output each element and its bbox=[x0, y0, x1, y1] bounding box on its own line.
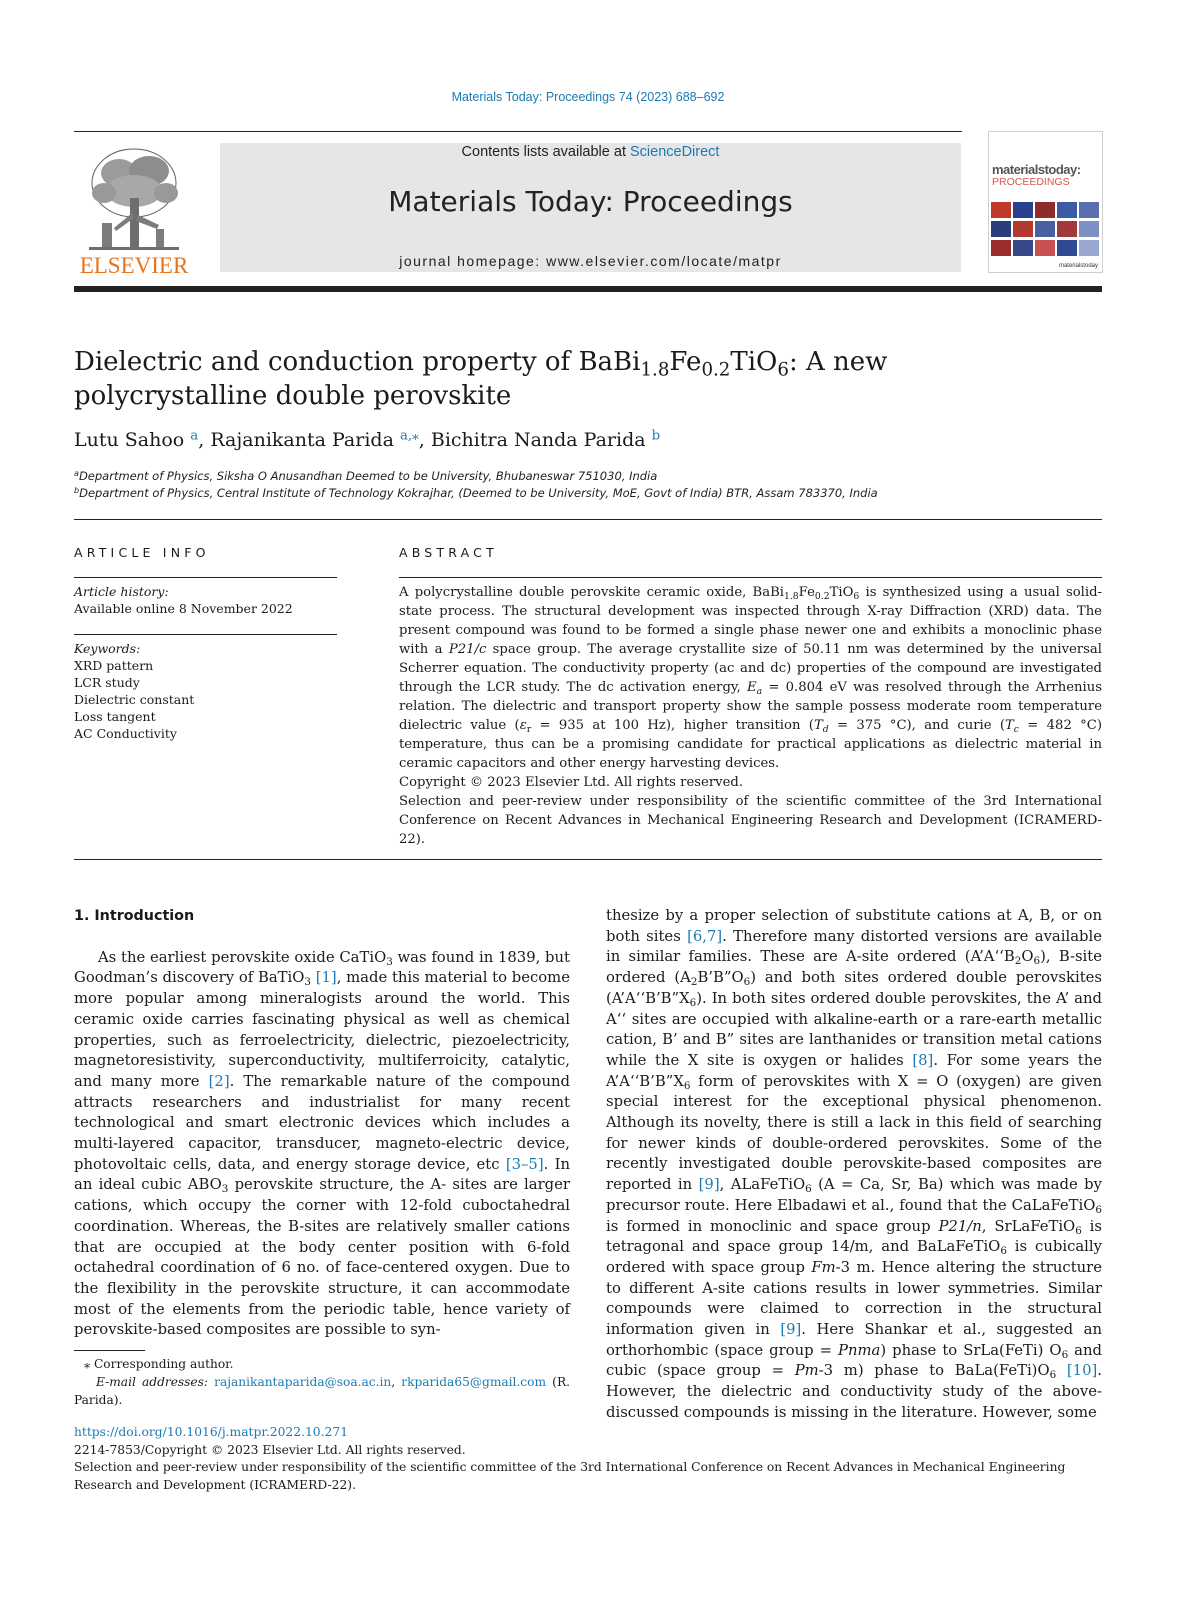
cover-mosaic-image bbox=[991, 202, 1101, 260]
keyword: XRD pattern bbox=[74, 658, 154, 673]
journal-reference[interactable]: Materials Today: Proceedings 74 (2023) 688–692 bbox=[451, 90, 725, 104]
corresponding-author-note: ⁎ Corresponding author. bbox=[84, 1357, 234, 1371]
header-top-rule bbox=[74, 131, 962, 132]
keyword: LCR study bbox=[74, 675, 140, 690]
affiliation-a: $^a$Department of Physics, Siksha O Anusandhan Deemed to be University, Bhubaneswar 751030, India bbox=[74, 468, 658, 483]
contents-prefix: Contents lists available at bbox=[461, 144, 630, 160]
header-thick-rule bbox=[74, 286, 1102, 292]
cover-footer: materialstoday bbox=[1058, 263, 1098, 269]
journal-homepage[interactable]: journal homepage: www.elsevier.com/locate/matpr bbox=[399, 253, 782, 269]
citation-link[interactable]: [9] bbox=[780, 1321, 802, 1339]
abstract-heading: ABSTRACT bbox=[399, 545, 498, 560]
article-title: Dielectric and conduction property of $BaBi_{1.8}Fe_{0.2}TiO_6$: A new polycrystalline double perovskite bbox=[74, 347, 888, 411]
abstract-body: A polycrystalline double perovskite ceramic oxide, $BaBi_{1.8}Fe_{0.2}TiO_6$ is synthesized using a usual solid-state process. The structural development was inspected through X-ray Diffraction (XRD) data. The present compound was found to be formed a single phase newer one and exhibits a monoclinic phase with a P21/c space group. The average crystallite size of 50.11 nm was determined by the universal Scherrer equation. The conductivity property (ac and dc) properties of the compound are investigated through the LCR study. The dc activation energy, $E_a = 0.804$ eV was resolved through the Arrhenius relation. The dielectric and transport property show the sample possess moderate room temperature dielectric value ($\varepsilon_r = 935$ at 100 Hz), higher transition ($T_d = 375$ °C), and curie ($T_c = 482$ °C) temperature, thus can be a promising candidate for practical applications as dielectric material in ceramic capacitors and other energy harvesting devices. bbox=[399, 585, 1103, 771]
intro-paragraph: thesize by a proper selection of substitute cations at A, B, or on both sites [6,7]. Therefore many distorted versions are available in similar families. These are A-site ordered $(A’A‘‘B_2O_6)$, B-site ordered $(A_2B’B”O_6)$ and both sites ordered double perovskites $(A’A‘‘B’B”X_6)$. In both sites ordered double perovskites, the A’ and A‘‘ sites are occupied with alkaline-earth or a rare-earth metallic cation, B’ and B” sites are lanthanides or transition metal cations while the X site is oxygen or halides [8]. For some years the $A’A‘‘B’B”X_6$ form of perovskites with X = O (oxygen) are given special interest for the exceptional physical phenomenon. Although its novelty, there is still a lack in this field of searching for newer kinds of double-ordered perovskites. Some of the recently investigated double perovskite-based composites are reported in [9], ALaFeTiO$_6$ (A = Ca, Sr, Ba) which was made by precursor route. Here Elbadawi et al., found that the CaLaFeTiO$_6$ is formed in monoclinic and space group P21/n, SrLaFeTiO$_6$ is tetragonal and space group 14/m, and BaLaFeTiO$_6$ is cubically ordered with space group Fm-3 m. Hence altering the structure to different A-site cations results in lower symmetries. Similar compounds were claimed to correction in the structural information given in [9]. Here Shankar et al., suggested an orthorhombic (space group = Pnma) phase to SrLa(FeTi) $O_6$ and cubic (space group = Pm-3 m) phase to $BaLa(FeTi)O_6$ [10]. However, the dielectric and conductivity study of the above-discussed compounds is missing in the literature. However, some bbox=[606, 907, 1103, 1421]
footnote bbox=[74, 1355, 570, 1409]
footnote-rule bbox=[74, 1350, 145, 1351]
author-name: Lutu Sahoo bbox=[74, 429, 185, 451]
affiliation-b: $^b$Department of Physics, Central Institute of Technology Kokrajhar, (Deemed to be University, MoE, Govt of India) BTR, Assam 783370, India bbox=[74, 485, 878, 500]
keywords-label: Keywords: bbox=[74, 641, 141, 656]
citation-link[interactable]: [6,7] bbox=[687, 927, 723, 945]
keywords-list bbox=[74, 657, 194, 742]
abstract-rule bbox=[399, 577, 1102, 578]
citation-link[interactable]: [9] bbox=[698, 1176, 720, 1194]
keyword: Loss tangent bbox=[74, 709, 156, 724]
cover-subtitle: PROCEEDINGS bbox=[992, 176, 1070, 188]
email-link[interactable]: rajanikantaparida@soa.ac.in bbox=[214, 1375, 392, 1389]
body-column-left bbox=[74, 906, 570, 1341]
citation-link[interactable]: [1] bbox=[315, 969, 337, 987]
keyword: AC Conductivity bbox=[74, 726, 177, 741]
affiliation-marker[interactable]: a bbox=[190, 428, 199, 444]
doi-link[interactable]: https://doi.org/10.1016/j.matpr.2022.10.271 bbox=[74, 1425, 349, 1439]
abstract-text bbox=[399, 583, 1102, 849]
page-footer bbox=[74, 1424, 1104, 1494]
citation-link[interactable]: [3–5] bbox=[505, 1155, 544, 1173]
contents-line bbox=[220, 144, 961, 160]
email-note: E-mail addresses: rajanikantaparida@soa.ac.in, rkparida65@gmail.com (R. Parida). bbox=[74, 1375, 570, 1407]
citation-link[interactable]: [2] bbox=[208, 1072, 230, 1090]
abstract-selection: Selection and peer-review under responsibility of the scientific committee of the 3rd International Conference on Recent Advances in Mechanical Engineering Research and Development (ICRAMERD-22). bbox=[399, 794, 1102, 847]
keywords-rule bbox=[74, 634, 337, 635]
section-rule bbox=[74, 519, 1102, 520]
history-value: Available online 8 November 2022 bbox=[74, 601, 293, 616]
citation-link[interactable]: [10] bbox=[1066, 1362, 1098, 1380]
history-label: Article history: bbox=[74, 584, 169, 599]
author-list: Lutu Sahoo $^a$, Rajanikanta Parida $^{a,⁎}$, Bichitra Nanda Parida $^b$ bbox=[74, 428, 661, 451]
issn-copyright: 2214-7853/Copyright © 2023 Elsevier Ltd. All rights reserved. bbox=[74, 1442, 466, 1457]
footer-selection: Selection and peer-review under responsibility of the scientific committee of the 3rd International Conference on Recent Advances in Mechanical Engineering Research and Development (ICRAMERD-22). bbox=[74, 1460, 1066, 1492]
abstract-copyright: Copyright © 2023 Elsevier Ltd. All rights reserved. bbox=[399, 775, 744, 790]
keyword: Dielectric constant bbox=[74, 692, 195, 707]
journal-cover-image bbox=[988, 131, 1103, 273]
journal-header-box bbox=[220, 143, 961, 272]
sciencedirect-link[interactable]: ScienceDirect bbox=[630, 144, 720, 160]
elsevier-logo bbox=[74, 143, 194, 277]
body-column-right bbox=[606, 906, 1102, 1424]
affiliation-marker[interactable]: a,⁎ bbox=[399, 428, 419, 444]
article-info-heading: ARTICLE INFO bbox=[74, 545, 210, 560]
journal-name: Materials Today: Proceedings bbox=[388, 185, 793, 218]
abstract-bottom-rule bbox=[74, 859, 1102, 860]
section-heading: 1. Introduction bbox=[74, 908, 195, 924]
cover-brand: materialstoday: bbox=[992, 162, 1081, 177]
author-name: Rajanikanta Parida bbox=[210, 429, 394, 451]
email-link[interactable]: rkparida65@gmail.com bbox=[401, 1375, 547, 1389]
author-name: Bichitra Nanda Parida bbox=[430, 429, 646, 451]
info-rule bbox=[74, 577, 337, 578]
citation-link[interactable]: [8] bbox=[912, 1051, 934, 1069]
publisher-name: ELSEVIER bbox=[79, 253, 189, 278]
intro-paragraph: As the earliest perovskite oxide CaTiO$_3$ was found in 1839, but Goodman’s discovery of BaTiO$_3$ [1], made this material to become more popular among mineralogists around the world. This ceramic oxide carries fascinating physical as well as chemical properties, such as ferroelectricity, dielectric, piezoelectricity, magnetoresistivity, superconductivity, multiferroicity, catalytic, and many more [2]. The remarkable nature of the compound attracts researchers and industrialist for many recent technological and smart electronic devices which includes a multi-layered capacitor, transducer, magneto-electric device, photovoltaic cells, data, and energy storage device, etc [3–5]. In an ideal cubic $ABO_3$ perovskite structure, the A- sites are larger cations, which occupy the corner with 12-fold cuboctahedral coordination. Whereas, the B-sites are relatively smaller cations that are occupied at the body center position with 6-fold octahedral coordination of 6 no. of face-centered oxygen. Due to the flexibility in the perovskite structure, it can accommodate most of the elements from the periodic table, hence variety of perovskite-based composites are possible to syn- bbox=[74, 948, 570, 1339]
affiliation-marker[interactable]: b bbox=[651, 428, 661, 444]
